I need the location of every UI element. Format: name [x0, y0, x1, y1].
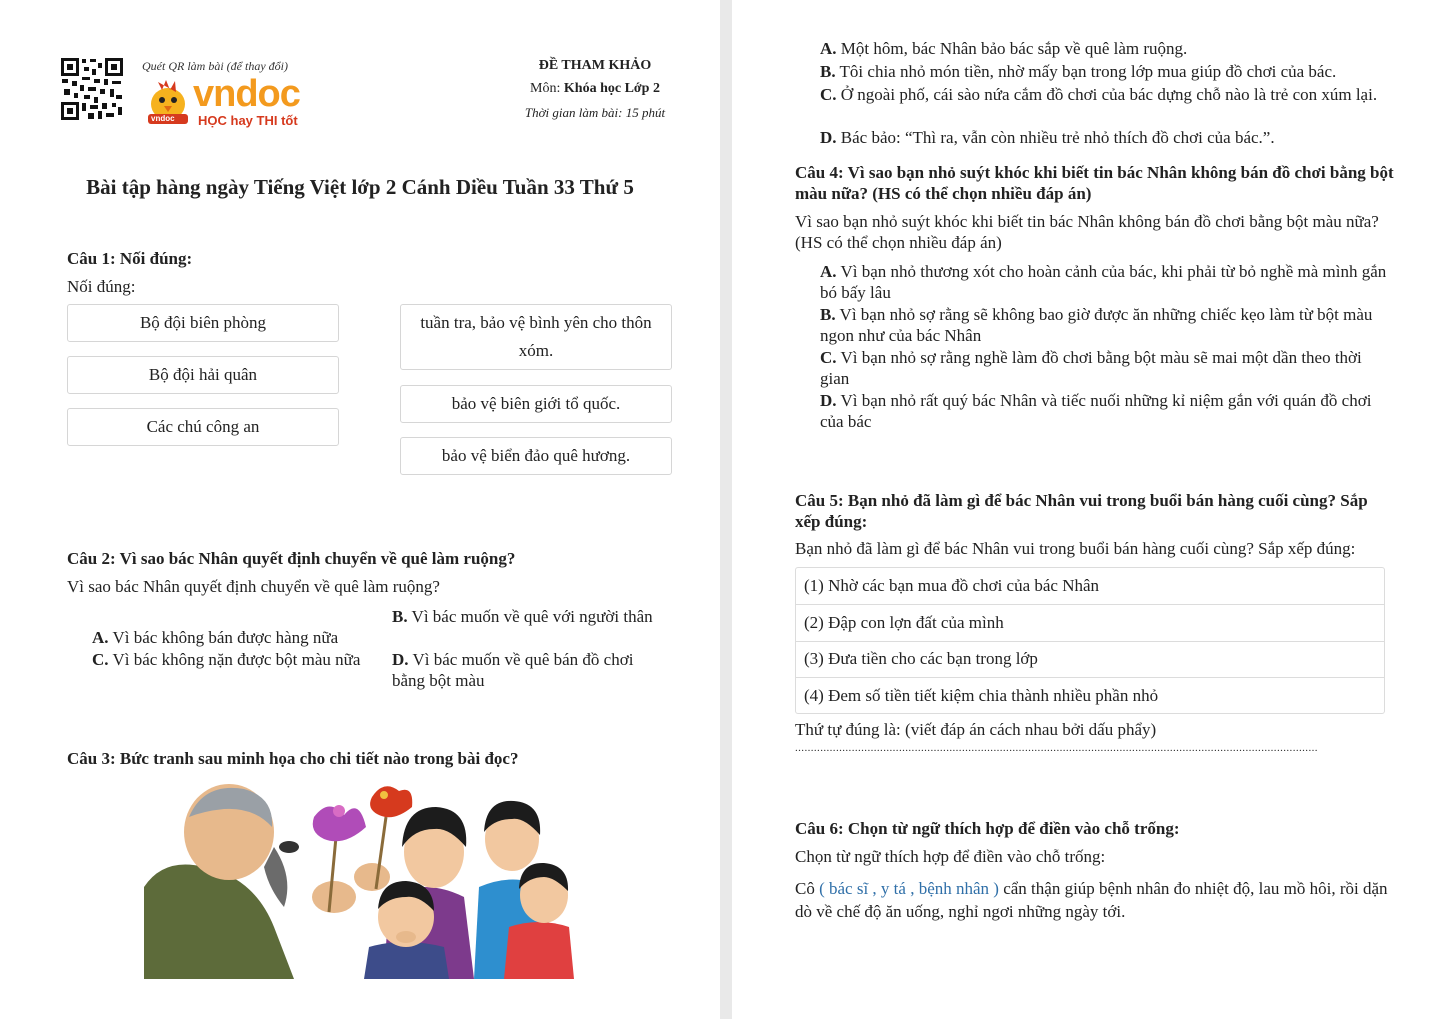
subject-value: Khóa học Lớp 2 [563, 81, 660, 96]
q5-text: Bạn nhỏ đã làm gì để bác Nhân vui trong buổi bán hàng cuối cùng? Sắp xếp đúng: [795, 539, 1356, 558]
q3-option-c[interactable] [820, 84, 1390, 105]
page-right [732, 0, 1451, 1019]
q4-option-b-letter: B. [820, 305, 836, 324]
page-title: Bài tập hàng ngày Tiếng Việt lớp 2 Cánh Diều Tuần 33 Thứ 5 [86, 175, 634, 199]
q2-option-a[interactable] [92, 627, 372, 648]
q6-sentence [795, 877, 1400, 923]
q3-option-d-letter: D. [820, 128, 837, 147]
q3-title: Câu 3: Bức tranh sau minh họa cho chi tiết nào trong bài đọc? [67, 749, 519, 768]
logo-slogan-part-2: THI tốt [256, 113, 298, 128]
q3-option-d-text: Bác bảo: “Thì ra, vẫn còn nhiều trẻ nhỏ thích đồ chơi của bác.”. [840, 128, 1275, 147]
subject-line [490, 81, 700, 97]
q3-option-b-text: Tôi chia nhỏ món tiền, nhờ mấy bạn trong lớp mua giúp đồ chơi của bác. [839, 62, 1337, 81]
q4-option-a-letter: A. [820, 262, 837, 281]
q1-right-item-1-label: tuần tra, bảo vệ bình yên cho thôn xóm. [420, 313, 652, 360]
q3-option-c-text: Ở ngoài phố, cái sào nứa cắm đồ chơi của bác dựng chỗ nào là trẻ con xúm lại. [840, 85, 1378, 104]
q2-option-c-letter: C. [92, 650, 109, 669]
q4-option-a-text: Vì bạn nhỏ thương xót cho hoàn cảnh của bác, khi phải từ bỏ nghề mà mình gắn bó bấy lâu [820, 262, 1387, 302]
q2-option-c[interactable] [92, 649, 372, 670]
q4-option-d-text: Vì bạn nhỏ rất quý bác Nhân và tiếc nuối những kỉ niệm gắn với quán đồ chơi của bác [820, 391, 1372, 431]
logo-slogan-part-1: HỌC hay [198, 113, 253, 128]
q2-option-d[interactable] [392, 649, 662, 691]
q5-order-item-4-label: (4) Đem số tiền tiết kiệm chia thành nhiều phần nhỏ [804, 685, 1159, 705]
q5-order-item-1-label: (1) Nhờ các bạn mua đồ chơi của bác Nhân [804, 576, 1100, 596]
q2-option-b-text: Vì bác muốn về quê với người thân [411, 607, 653, 626]
q2-text: Vì sao bác Nhân quyết định chuyển về quê làm ruộng? [67, 577, 440, 596]
q3-option-b-letter: B. [820, 62, 836, 81]
q1-left-item-3-label: Các chú công an [146, 417, 260, 436]
q3-option-d[interactable] [820, 127, 1390, 148]
q3-option-b[interactable] [820, 61, 1390, 82]
exam-time: Thời gian làm bài: 15 phút [524, 105, 666, 120]
q5-order-item-3-label: (3) Đưa tiền cho các bạn trong lớp [804, 649, 1038, 669]
q2-title: Câu 2: Vì sao bác Nhân quyết định chuyển về quê làm ruộng? [67, 549, 516, 568]
q1-right-item-3-label: bảo vệ biển đảo quê hương. [441, 446, 631, 465]
q6-title: Câu 6: Chọn từ ngữ thích hợp để điền vào chỗ trống: [795, 819, 1180, 838]
q1-left-item-2[interactable] [67, 356, 339, 394]
q2-option-b-letter: B. [392, 607, 408, 626]
q1-left-item-1-label: Bộ đội biên phòng [139, 313, 267, 332]
q1-right-item-3[interactable] [400, 437, 672, 475]
q3-illustration [144, 777, 592, 979]
q5-order-item-3[interactable] [796, 641, 1384, 677]
exam-type: ĐỀ THAM KHẢO [538, 58, 652, 73]
q4-option-c-text: Vì bạn nhỏ sợ rằng nghề làm đồ chơi bằng bột màu sẽ mai một dần theo thời gian [820, 348, 1362, 388]
q6-text: Chọn từ ngữ thích hợp để điền vào chỗ trống: [795, 847, 1106, 866]
q5-order-item-2[interactable] [796, 604, 1384, 640]
q2-option-c-text: Vì bác không nặn được bột màu nữa [112, 650, 361, 669]
q2-option-d-text: Vì bác muốn về quê bán đồ chơi bằng bột màu [392, 650, 634, 690]
q4-title: Câu 4: Vì sao bạn nhỏ suýt khóc khi biết tin bác Nhân không bán đồ chơi bằng bột màu nữa? (HS có thể chọn nhiều đáp án) [795, 163, 1394, 203]
q5-order-list [795, 567, 1385, 714]
logo-slogan [198, 113, 298, 128]
q6-sentence-end: cẩn thận giúp bệnh nhân đo nhiệt độ, lau mồ hôi, rồi dặn dò về chế độ ăn uống, nghỉ ngơi những ngày tới. [795, 879, 1388, 921]
q4-option-a[interactable] [820, 261, 1395, 303]
q1-right-item-1[interactable] [400, 304, 672, 370]
page-left [0, 0, 720, 1019]
logo-badge: vndoc [151, 114, 175, 123]
q5-answer-label: Thứ tự đúng là: (viết đáp án cách nhau bởi dấu phẩy) [795, 720, 1157, 739]
q1-right-item-2-label: bảo vệ biên giới tổ quốc. [451, 394, 621, 413]
q3-option-c-letter: C. [820, 85, 837, 104]
q5-order-item-4[interactable] [796, 677, 1384, 713]
q1-left-item-2-label: Bộ đội hải quân [148, 365, 258, 384]
q4-option-d[interactable] [820, 390, 1395, 432]
qr-code-icon [60, 57, 124, 121]
logo-wordmark: vndoc [193, 73, 300, 115]
q4-option-c-letter: C. [820, 348, 837, 367]
q1-left-item-3[interactable] [67, 408, 339, 446]
q6-sentence-start: Cô [795, 879, 815, 898]
q3-option-a-letter: A. [820, 39, 837, 58]
q1-text: Nối đúng: [67, 277, 136, 296]
q3-option-a[interactable] [820, 38, 1390, 59]
q2-option-d-letter: D. [392, 650, 409, 669]
q1-left-item-1[interactable] [67, 304, 339, 342]
q4-option-b[interactable] [820, 304, 1395, 346]
q5-order-item-2-label: (2) Đập con lợn đất của mình [804, 612, 1004, 632]
q1-title: Câu 1: Nối đúng: [67, 249, 193, 268]
q2-option-a-letter: A. [92, 628, 109, 647]
q2-option-b[interactable] [392, 606, 662, 627]
q3-option-a-text: Một hôm, bác Nhân bảo bác sắp về quê làm ruộng. [840, 39, 1188, 58]
q4-option-b-text: Vì bạn nhỏ sợ rằng sẽ không bao giờ được ăn những chiếc kẹo làm từ bột màu ngon như của bác Nhân [820, 305, 1373, 345]
q2-option-a-text: Vì bác không bán được hàng nữa [112, 628, 339, 647]
q5-title: Câu 5: Bạn nhỏ đã làm gì để bác Nhân vui trong buổi bán hàng cuối cùng? Sắp xếp đúng: [795, 491, 1368, 531]
subject-label: Môn: [530, 81, 561, 96]
q1-right-item-2[interactable] [400, 385, 672, 423]
q4-option-d-letter: D. [820, 391, 837, 410]
q5-order-item-1[interactable] [796, 568, 1384, 604]
q4-option-c[interactable] [820, 347, 1395, 389]
q6-choice-selector[interactable]: ( bác sĩ , y tá , bệnh nhân ) [819, 879, 999, 898]
q5-answer-input[interactable]: ...................................................................................................................................................................... [795, 742, 1318, 754]
q4-text: Vì sao bạn nhỏ suýt khóc khi biết tin bác Nhân không bán đồ chơi bằng bột màu nữa? (HS có thể chọn nhiều đáp án) [795, 212, 1379, 252]
qr-caption: Quét QR làm bài (để thay đổi) [142, 59, 288, 73]
